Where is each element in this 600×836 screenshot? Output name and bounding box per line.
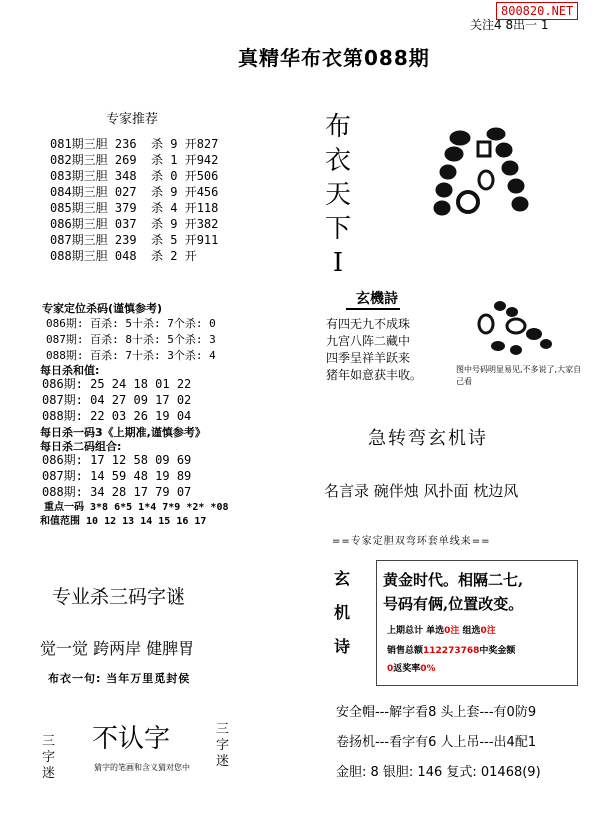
poem-lines: 有四无九不成珠 九宫八阵二藏中 四季呈祥羊跃来 猪年如意获丰收。 [326, 317, 423, 382]
kill-row: 086期: 百杀: 5十杀: 7个杀: 0 [46, 317, 216, 330]
xuan-sales: 销售总额112273768中奖金额 [387, 646, 516, 656]
pair-row: 087期: 14 59 48 19 89 [42, 469, 192, 483]
expert-row: 082期三胆 269 杀 1 开942 [50, 153, 219, 167]
bottom-line: 卷扬机---看字有6 人上吊---出4配1 [336, 735, 537, 750]
strip-line: ==专家定胆双弯环套单线来== [332, 536, 491, 547]
xuan-line2: 号码有俩,位置改变。 [383, 595, 524, 613]
sum-row: 086期: 25 24 18 01 22 [42, 377, 192, 391]
poem-panel [316, 284, 588, 404]
xuan-stats: 上期总计 单选0注 组选0注 [387, 626, 496, 636]
expert-row: 086期三胆 037 杀 9 开382 [50, 217, 219, 231]
xuan-return: 0返奖率0% [387, 664, 436, 674]
expert-panel [36, 100, 298, 272]
expert-row: 087期三胆 239 杀 5 开911 [50, 233, 219, 247]
watermark: 800820.NET [496, 2, 578, 20]
bottom-line: 安全帽---解字看8 头上套---有0防9 [336, 705, 537, 720]
pair-row: 086期: 17 12 58 09 69 [42, 453, 192, 467]
sum-list [42, 376, 191, 424]
top-right-note: 关注4 8出一 1 [470, 18, 549, 32]
kill-row: 088期: 百杀: 7十杀: 3个杀: 4 [46, 349, 216, 362]
kill-list [46, 316, 216, 364]
poem-title: 玄機詩 [356, 291, 398, 307]
riddle-panel [36, 566, 298, 802]
riddle-note: 猜字的笔画和含义猜对您中 [94, 763, 190, 772]
riddle-title: 专业杀三码字谜 [52, 586, 186, 608]
main-title: 真精华布衣第088期 [238, 46, 430, 70]
kill-panel [36, 296, 298, 526]
poem-figure [476, 296, 556, 360]
riddle-line: 布衣一句: 当年万里觅封侯 [48, 672, 191, 685]
kill-title: 专家定位杀码(谨慎参考) [42, 302, 163, 315]
xuan-side: 玄 机 诗 [334, 569, 351, 656]
poem-title-underline [346, 308, 400, 310]
poem-caption: 图中号码明显易见,不多说了,大家自己看 [456, 365, 582, 386]
pair-row: 088期: 34 28 17 79 07 [42, 485, 192, 499]
one-code-title: 每日杀一码3《上期准,谨慎参考》 [40, 426, 206, 439]
expert-title: 专家推荐 [106, 112, 159, 127]
expert-row: 081期三胆 236 杀 9 开827 [50, 137, 219, 151]
pair-list [42, 452, 191, 500]
expert-list [50, 136, 218, 264]
jzw-title: 急转弯玄机诗 [368, 428, 488, 449]
riddle-subtitle: 觉一觉 跨两岸 健脾胃 [40, 639, 195, 658]
expert-row: 088期三胆 048 杀 2 开 [50, 249, 197, 263]
sum-row: 087期: 04 27 09 17 02 [42, 393, 192, 407]
riddle-left: 三字迷 [42, 734, 56, 781]
expert-row: 083期三胆 348 杀 0 开506 [50, 169, 219, 183]
xuan-box [376, 560, 578, 686]
number-art-figure [430, 120, 540, 230]
fixed-code: 重点一码 3*8 6*5 1*4 7*9 *2* *08 [44, 502, 229, 513]
riddle-center: 不认字 [92, 724, 171, 754]
names-line: 名言录 碗伴烛 风扑面 枕边风 [324, 482, 519, 500]
expert-row: 085期三胆 379 杀 4 开118 [50, 201, 219, 215]
buyi-vertical: 布 衣 天 下 I [324, 112, 351, 278]
riddle-right: 三字迷 [216, 722, 230, 769]
sum-title: 每日杀和值: [40, 364, 100, 377]
bottom-line: 金胆: 8 银胆: 146 复式: 01468(9) [336, 765, 541, 780]
sum-row: 088期: 22 03 26 19 04 [42, 409, 192, 423]
expert-row: 084期三胆 027 杀 9 开456 [50, 185, 219, 199]
xuan-line1: 黄金时代。相隔二七, [383, 571, 524, 589]
pair-title: 每日杀二码组合: [40, 440, 122, 453]
bottom-lines [336, 698, 588, 788]
kill-row: 087期: 百杀: 8十杀: 5个杀: 3 [46, 333, 216, 346]
sum-range: 和值范围 10 12 13 14 15 16 17 [40, 516, 207, 527]
